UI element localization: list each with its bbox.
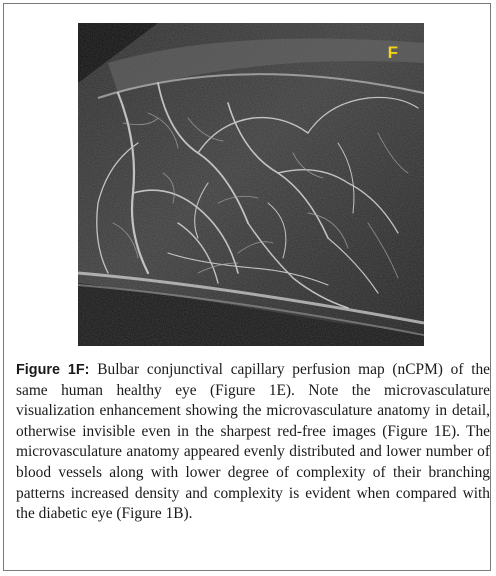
- caption-label: Figure 1F:: [16, 362, 90, 378]
- perfusion-map-image: [78, 23, 424, 346]
- caption-text: Bulbar conjunctival capillary perfusion map (nCPM) of the same human healthy eye (Figure 1E). Note the microvasculature visualization enhancement showing the microvasculature anatomy in detail, otherwise invisible even in the sharpest red-free images (Figure 1E). The microvasculature anatomy appeared evenly distributed and lower number of blood vessels along with lower degree of complexity of their branching patterns increased density and complexity is evident when compared with the diabetic eye (Figure 1B).: [16, 361, 491, 523]
- panel-letter: F: [387, 43, 398, 62]
- figure-caption: [16, 360, 490, 525]
- figure-frame: [3, 3, 491, 571]
